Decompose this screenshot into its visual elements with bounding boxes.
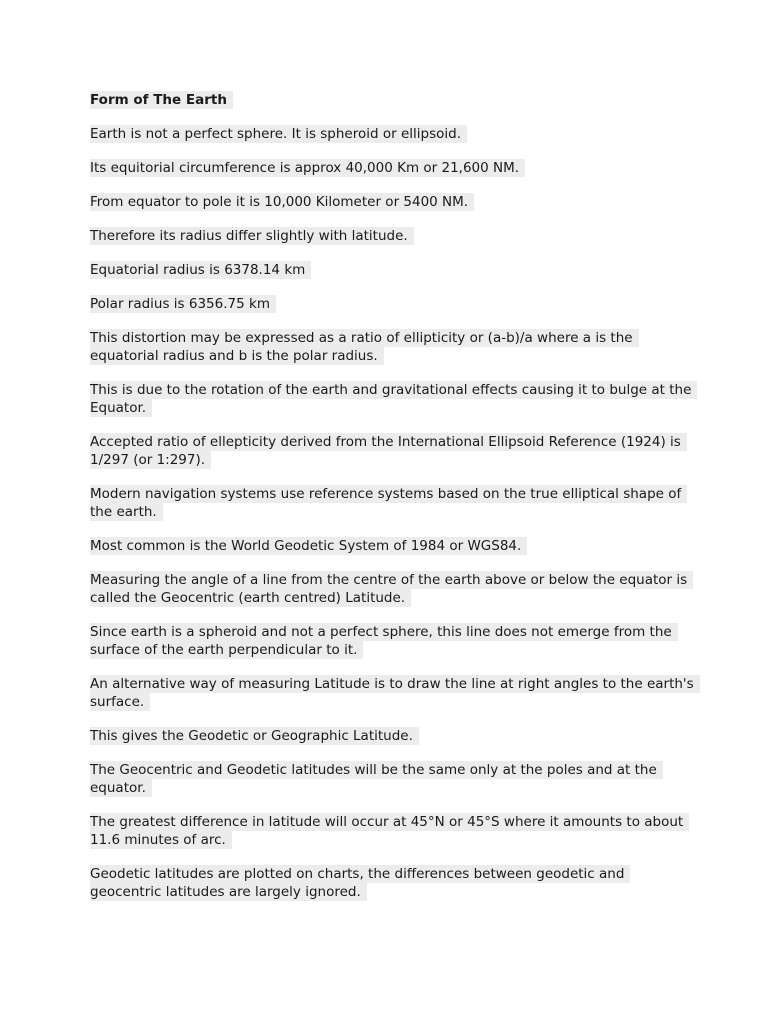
paragraph (90, 193, 700, 211)
paragraph-text: Modern navigation systems use reference systems based on the true elliptical shape of the earth. (90, 485, 687, 521)
paragraph (90, 329, 700, 365)
paragraph (90, 727, 700, 745)
paragraph-text: Most common is the World Geodetic System of 1984 or WGS84. (90, 537, 527, 555)
paragraph (90, 675, 700, 711)
title-text: Form of The Earth (90, 91, 233, 109)
paragraph (90, 159, 700, 177)
paragraph-text: This gives the Geodetic or Geographic Latitude. (90, 727, 419, 745)
paragraph-text: This distortion may be expressed as a ratio of ellipticity or (a-b)/a where a is the equatorial radius and b is the polar radius. (90, 329, 639, 365)
paragraph (90, 623, 700, 659)
paragraph-text: Earth is not a perfect sphere. It is spheroid or ellipsoid. (90, 125, 467, 143)
document-title (90, 91, 700, 109)
paragraph-text: Since earth is a spheroid and not a perfect sphere, this line does not emerge from the surface of the earth perpendicular to it. (90, 623, 678, 659)
paragraph (90, 761, 700, 797)
paragraph-text: Measuring the angle of a line from the centre of the earth above or below the equator is called the Geocentric (earth centred) Latitude. (90, 571, 693, 607)
paragraph-text: From equator to pole it is 10,000 Kilometer or 5400 NM. (90, 193, 474, 211)
paragraph-text: The Geocentric and Geodetic latitudes will be the same only at the poles and at the equator. (90, 761, 663, 797)
paragraph (90, 537, 700, 555)
paragraph-text: Polar radius is 6356.75 km (90, 295, 276, 313)
paragraph-text: Geodetic latitudes are plotted on charts, the differences between geodetic and geocentric latitudes are largely ignored. (90, 865, 630, 901)
paragraph-text: This is due to the rotation of the earth and gravitational effects causing it to bulge at the Equator. (90, 381, 697, 417)
paragraph (90, 433, 700, 469)
paragraph (90, 865, 700, 901)
paragraph (90, 381, 700, 417)
paragraph (90, 227, 700, 245)
paragraph-text: The greatest difference in latitude will occur at 45°N or 45°S where it amounts to about 11.6 minutes of arc. (90, 813, 689, 849)
paragraph (90, 261, 700, 279)
paragraph (90, 571, 700, 607)
paragraph-text: Accepted ratio of ellepticity derived from the International Ellipsoid Reference (1924) is 1/297 (or 1:297). (90, 433, 687, 469)
paragraph (90, 125, 700, 143)
paragraph-text: Its equitorial circumference is approx 40,000 Km or 21,600 NM. (90, 159, 525, 177)
paragraph (90, 813, 700, 849)
paragraph (90, 295, 700, 313)
paragraph (90, 485, 700, 521)
paragraph-text: Therefore its radius differ slightly with latitude. (90, 227, 414, 245)
paragraph-text: Equatorial radius is 6378.14 km (90, 261, 311, 279)
paragraph-text: An alternative way of measuring Latitude is to draw the line at right angles to the earth's surface. (90, 675, 700, 711)
document-page (90, 91, 700, 917)
